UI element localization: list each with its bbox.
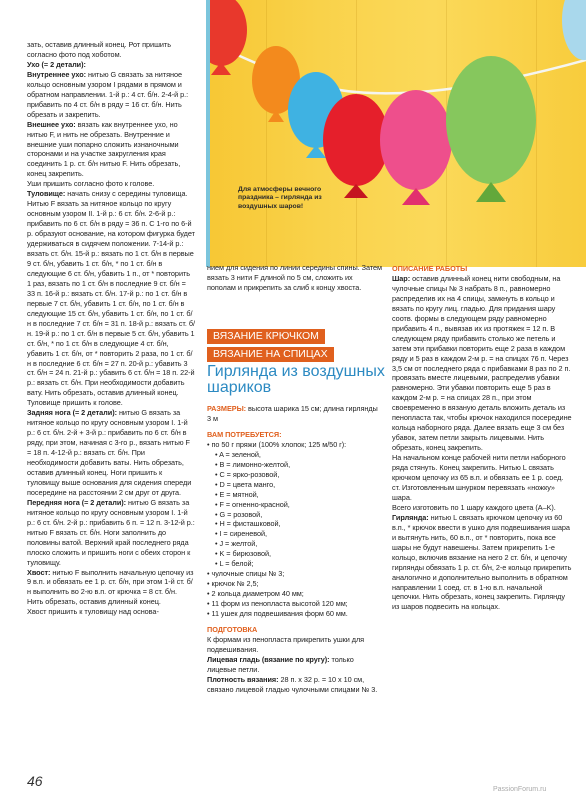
photo-caption: Для атмосферы вечного праздника – гирлянда из воздушных шаров!: [238, 186, 322, 210]
garland-paragraph: Гирлянда: нитью L связать крючком цепочку из 60 в.п., * крючок ввести в ушко для подвешивания шара и вытянуть нить, 60 в.п., от * повторить, пока все шары не будут навешены. Затем прикрепить 1-е кольцо, включив вязание на него 2 ст. б/н, и цепочку гирлянды обвязать 1 р. ст. б/н, 2-е кольцо прикрепить аналогично и дополнительно выполнить в обратном направлении 1 соед. ст. в 1-ю в.п. начальной цепочки. Нить обрезать, конец закрепить. Гирлянду из шаров подвесить на кольцах.: [392, 512, 572, 612]
body-paragraph: Туловище: начать снизу с середины туловища. Нитью F вязать за нитяное кольцо по кругу основным узором II. 1-й р.: 6 ст. б/н. 2-6-й р.: прибавить по 6 ст. б/н в ряду = 36 п. С 1-го по 6-й р. образуют основание, на котором фигурка будет удерживаться в сидячем положении. 7-14-й р.: вязать ст. б/н. 15-й р.: вязать по 1 ст. б/н в первые 9 ст. б/н, убавить 1 ст. б/н, * по 1 ст. б/н в следующие 6 ст. б/н, убавить 1 п., от * повторить 1 раз, вязать по 1 ст. б/н в последние 9 ст. б/н = 33 п. 16-й р.: вязать ст. б/н. 17-й р.: по 1 ст. б/н в первые 7 ст. б/н, убавить 1 ст. б/н, по 1 ст. б/н в следующие 15 ст. б/н, убавить 1 ст. б/н, по 1 ст. б/н в последние 7 ст. б/н = 31 п. 18-й р.: вязать ст. б/н. 19-й р.: по 1 ст. б/н в первые 5 ст. б/н, убавить 1 ст. б/н, * по 1 ст. б/н в следующие 4 ст. б/н, убавить 1 ст. б/н, от * повторить 2 раза, по 1 ст. б/н в последние 6 ст. б/н = 27 п. 20-й р.: убавить 3 ст. б/н = 24 п. 21-й р.: убавить 6 ст. б/н = 18 п. 22-й р.: вязать ст. б/н. При необходимости добавить вату. Нить обрезать, оставив длинный конец. Туловище пришить к голове.: [27, 189, 195, 408]
outer-ear-paragraph: Внешнее ухо: вязать как внутреннее ухо, но нитью F, и нить не обрезать. Внутренние и внешние уши попарно сложить изнаночными сторонами и на участке закругления края соединить 1 р. ст. б/н нитью F. Нить обрезать, конец закрепить.: [27, 119, 181, 179]
materials-item: • по 50 г пряжи (100% хлопок; 125 м/50 г):: [207, 439, 347, 449]
watermark: PassionForum.ru: [493, 786, 547, 793]
stockinette-paragraph: Лицевая гладь (вязание по кругу): только лицевые петли.: [207, 654, 354, 674]
materials-item: • F = огненно-красной,: [215, 499, 290, 509]
ball-paragraph: Шар: оставив длинный конец нити свободным, на чулочные спицы № 3 набрать 8 п., равномерно распределив их на 4 спицы, замкнуть в кольцо и вязать по кругу лиц. гладью. Для придания шару соотв. формы в следующем ряду равномерно прибавить 4 п., вывязав их из протяжек = 12 п. В следующем ряду прибавить столько же петель и затем эти прибавки повторить еще 2 раза в каждом ряду и 5 раз в каждом 2-м р. = на спицах 76 п. Через 3,5 см от последнего ряда с прибавками 8 раз по 2 п. провязать вместе лицевыми, распределив убавки равномерно. Эти убавки повторить еще 5 раз в каждом 2-м р. = на спицах 28 п., при этом своевременно в вязаную деталь вложить деталь из пенопласта так, чтобы крючок находился посередине кольца наборного ряда. Далее вязать еще 3 см без убавок, затем петли закрыть лицевыми. Нить обрезать, конец закрепить.: [392, 273, 572, 453]
materials-item: • J = желтой,: [215, 539, 258, 549]
ring-paragraph: На начальном конце рабочей нити петли наборного ряда стянуть. Конец закрепить. Нитью L связать крючком цепочку из 65 в.п. и обвязать ее 1 р. соед. ст. Изготовленным шнурком перевязать «ножку» шара.: [392, 453, 566, 502]
materials-item: • 11 ушек для подвешивания форм 60 мм.: [207, 609, 348, 619]
materials-column: [207, 404, 382, 695]
middle-column: [207, 263, 382, 293]
front-leg-paragraph: Передняя нога (= 2 детали): нитью G вязать за нитяное кольцо по кругу основным узором I. 1-й р.: 6 ст. б/н. 2-й р.: прибавить 6 п. = 12 п. 3-12-й р.: нитью F вязать ст. б/н. Ноги заполнить до половины ватой. Верхний край последнего ряда плоско сложить и пришить ноги с обеих сторон к туловищу.: [27, 497, 195, 567]
materials-item: • L = белой;: [215, 559, 254, 569]
left-column: [27, 40, 195, 617]
gauge-paragraph: Плотность вязания: 28 п. x 32 р. = 10 x 10 см, связано лицевой гладью чулочными спицами № 3.: [207, 674, 378, 694]
tail-paragraph: Хвост: нитью F выполнить начальную цепочку из 9 в.п. и обвязать ее 1 р. ст. б/н, при этом 1-й ст. б/н выполнить во 2-ю в.п. от крючка = 8 ст. б/н. Нить обрезать, оставив длинный конец.: [27, 567, 194, 607]
prep-heading: ПОДГОТОВКА: [207, 625, 258, 635]
right-column: [392, 264, 572, 612]
materials-item: • G = розовой,: [215, 509, 263, 519]
inner-ear-paragraph: Внутреннее ухо: нитью G связать за нитяное кольцо основным узором I рядами в прямом и обратном направлении. 1-й р.: 4 ст. б/н. 2-4-й р.: прибавить по 4 ст. б/н в ряду = 16 ст. б/н. Нить обрезать и закрепить.: [27, 69, 189, 119]
ears-heading: Ухо (= 2 детали):: [27, 59, 86, 69]
article-title: Гирлянда из воздушных шариков: [207, 363, 385, 396]
description-heading: ОПИСАНИЕ РАБОТЫ: [392, 264, 468, 273]
materials-item: • крючок № 2,5;: [207, 579, 259, 589]
materials-item: • B = лимонно-желтой,: [215, 459, 291, 469]
hind-leg-paragraph: Задняя нога (= 2 детали): нитью G вязать за нитяное кольцо по кругу основным узором I. 1-й р.: 6 ст. б/н. 2-й + 3-й р.: прибавить по 6 ст. б/н в ряду, при этом, начиная с 3-го р., вязать нитью F = 18 п. 4-12-й р.: вязать ст. б/н. При необходимости добавить ваты. Нить обрезать, оставив длинный конец. Ноги пришить к туловищу выше основания для сидения спереди посередине на расстоянии 2 см друг от друга.: [27, 408, 192, 497]
materials-item: • 11 форм из пенопласта высотой 120 мм;: [207, 599, 348, 609]
materials-item: • E = мятной,: [215, 489, 259, 499]
tail-continuation: нием для сидения по линии середины спины. Затем вязать 3 нити F длиной по 5 см, сложить их пополам и прикрепить за слиб к концу хвоста.: [207, 263, 382, 292]
intro-text: зать, оставив длинный конец. Рот пришить согласно фото под хоботом.: [27, 40, 171, 59]
tag-crochet: ВЯЗАНИЕ КРЮЧКОМ: [207, 329, 325, 344]
balloon-garland-photo: [206, 0, 586, 267]
need-heading: ВАМ ПОТРЕБУЕТСЯ:: [207, 429, 282, 439]
materials-item: • 2 кольца диаметром 40 мм;: [207, 589, 304, 599]
materials-item: • чулочные спицы № 3;: [207, 569, 285, 579]
prep-text: К формам из пенопласта прикрепить ушки для подвешивания.: [207, 634, 365, 654]
page-number: 46: [27, 773, 43, 789]
total-paragraph: Всего изготовить по 1 шару каждого цвета (A–K).: [392, 502, 556, 512]
materials-item: • K = бирюзовой,: [215, 549, 272, 559]
materials-list: [207, 440, 382, 619]
materials-item: • D = цвета манго,: [215, 479, 276, 489]
ears-sew-text: Уши пришить согласно фото к голове.: [27, 179, 155, 189]
tail-sew-text: Хвост пришить к туловищу над основа-: [27, 607, 159, 617]
materials-item: • C = ярко-розовой,: [215, 469, 280, 479]
materials-item: • I = сиреневой,: [215, 529, 268, 539]
materials-item: • A = зеленой,: [215, 449, 261, 459]
size-paragraph: РАЗМЕРЫ: высота шарика 15 см; длина гирлянды 3 м: [207, 404, 378, 423]
tag-knitting: ВЯЗАНИЕ НА СПИЦАХ: [207, 347, 334, 362]
materials-item: • H = фисташковой,: [215, 519, 281, 529]
